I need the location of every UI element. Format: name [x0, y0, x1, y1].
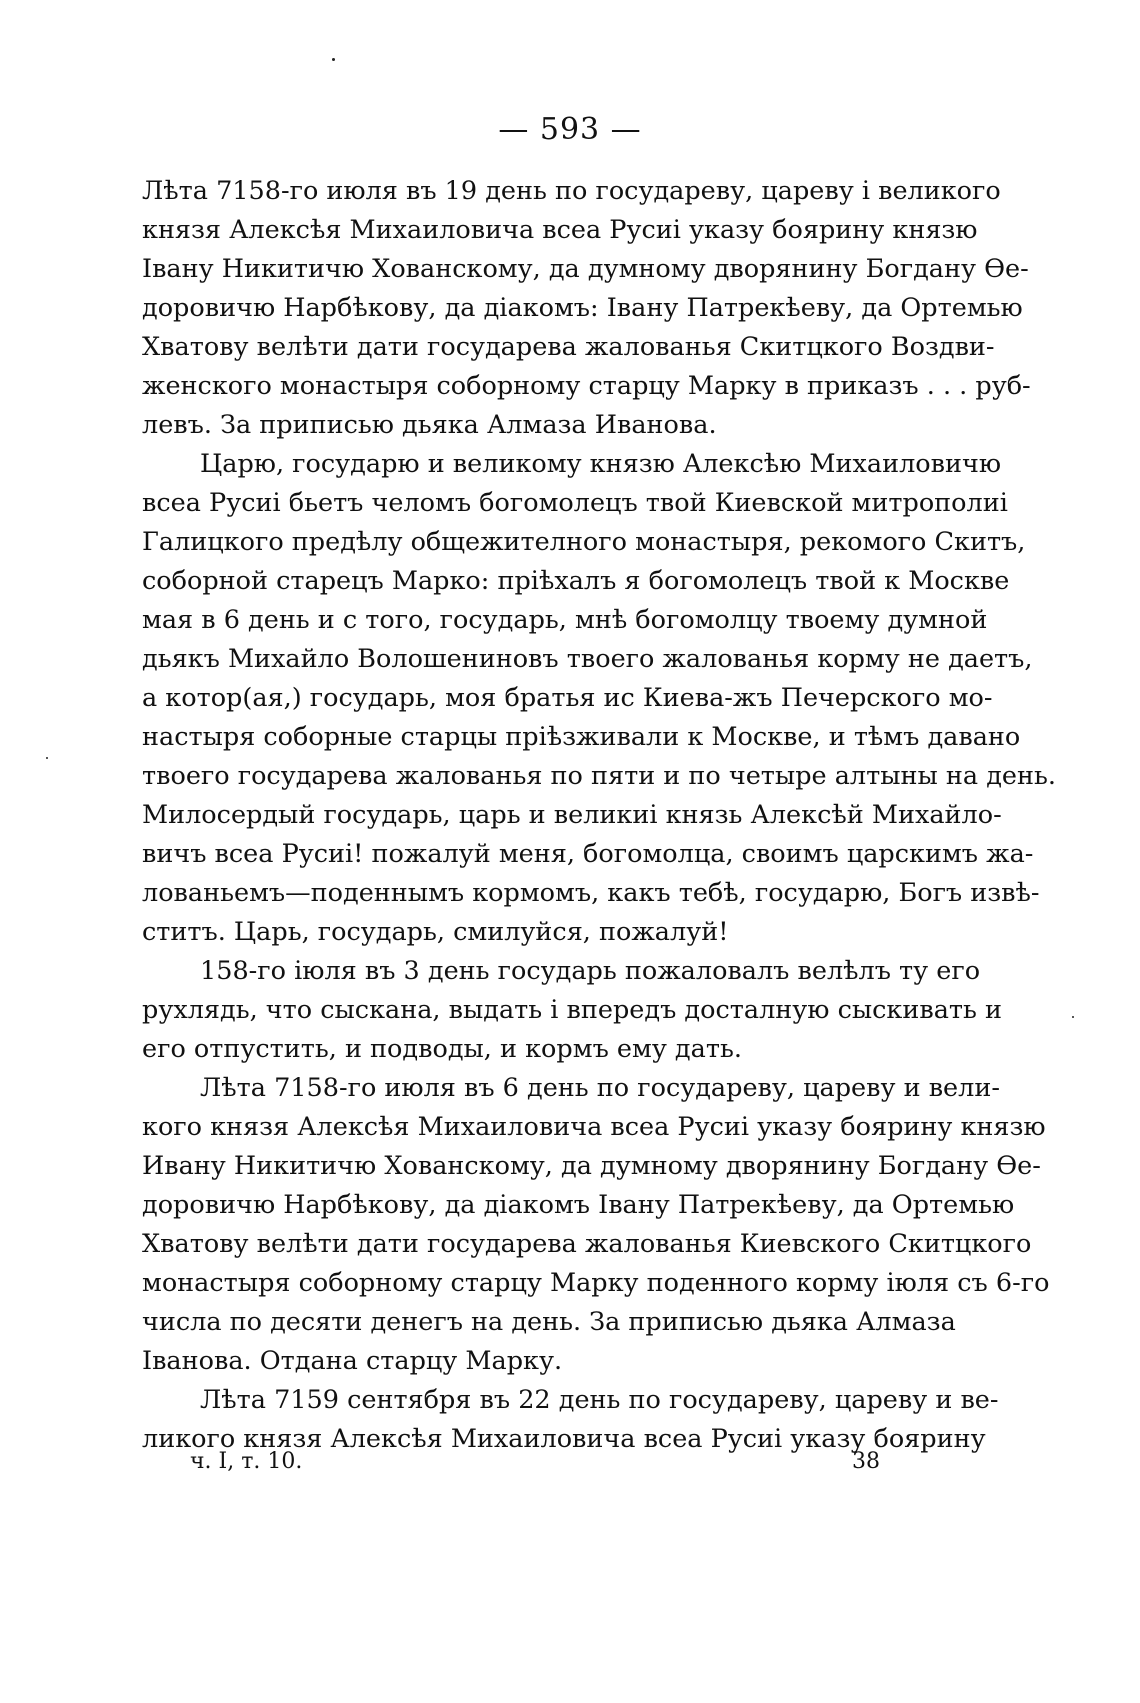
- text-line: числа по десяти денегъ на день. За приписью дьяка Алмаза: [142, 1307, 956, 1337]
- text-line: Царю, государю и великому князю Алексѣю Михаиловичю: [200, 449, 1002, 479]
- paragraph-3: [142, 952, 1003, 1069]
- sheet-number: 38: [852, 1449, 880, 1474]
- paragraph-4: [142, 1069, 1050, 1381]
- ink-speck: [332, 58, 335, 61]
- text-line: вичъ всеа Русиі! пожалуй меня, богомолца, своимъ царскимъ жа-: [142, 839, 1034, 869]
- text-line: доровичю Нарбѣкову, да діакомъ Івану Патрекѣеву, да Ортемью: [142, 1190, 1015, 1220]
- text-line: а котор(ая,) государь, моя братья ис Киева-жъ Печерского мо-: [142, 683, 993, 713]
- text-line: настыря соборные старцы пріѣзживали к Москве, и тѣмъ давано: [142, 722, 1021, 752]
- text-line: левъ. За приписью дьяка Алмаза Иванова.: [142, 410, 717, 440]
- paragraph-1: [142, 172, 1031, 445]
- body-text: [142, 172, 1057, 1459]
- text-line: Галицкого предѣлу общежителного монастыря, рекомого Скитъ,: [142, 527, 1026, 557]
- text-line: ликого князя Алексѣя Михаиловича всеа Русиі указу боярину: [142, 1424, 986, 1454]
- text-line: Лѣта 7158-го июля въ 6 день по государеву, цареву и вели-: [200, 1073, 1000, 1103]
- paragraph-5: [142, 1381, 999, 1459]
- text-line: Хватову велѣти дати государева жалованья Киевского Скитцкого: [142, 1229, 1032, 1259]
- text-line: Лѣта 7159 сентября въ 22 день по государеву, цареву и ве-: [200, 1385, 999, 1415]
- text-line: монастыря соборному старцу Марку поденного корму іюля съ 6-го: [142, 1268, 1050, 1298]
- text-line: рухлядь, что сыскана, выдать і впередъ досталную сыскивать и: [142, 995, 1003, 1025]
- text-line: его отпустить, и подводы, и кормъ ему дать.: [142, 1034, 742, 1064]
- text-line: Ивану Никитичю Хованскому, да думному дворянину Богдану Ѳе-: [142, 1151, 1041, 1181]
- page-footer: [190, 1449, 890, 1483]
- page-number: — 593 —: [498, 112, 642, 147]
- text-line: женского монастыря соборному старцу Марку в приказъ . . . руб-: [142, 371, 1031, 401]
- text-line: лованьемъ—поденнымъ кормомъ, какъ тебѣ, государю, Богъ извѣ-: [142, 878, 1040, 908]
- text-line: соборной старецъ Марко: пріѣхалъ я богомолецъ твой к Москве: [142, 566, 1010, 596]
- text-line: твоего государева жалованья по пяти и по четыре алтыны на день.: [142, 761, 1057, 791]
- ink-speck: [1072, 1016, 1074, 1018]
- text-line: Лѣта 7158-го июля въ 19 день по государеву, цареву і великого: [142, 176, 1001, 206]
- text-line: Івану Никитичю Хованскому, да думному дворянину Богдану Ѳе-: [142, 254, 1029, 284]
- text-line: всеа Русиі бьетъ челомъ богомолецъ твой Киевской митрополиі: [142, 488, 1008, 518]
- text-line: доровичю Нарбѣкову, да діакомъ: Івану Патрекѣеву, да Ортемью: [142, 293, 1023, 323]
- text-line: мая в 6 день и с того, государь, мнѣ богомолцу твоему думной: [142, 605, 988, 635]
- text-line: кого князя Алексѣя Михаиловича всеа Русиі указу боярину князю: [142, 1112, 1046, 1142]
- text-line: ститъ. Царь, государь, смилуйся, пожалуй!: [142, 917, 729, 947]
- paragraph-2: [142, 445, 1057, 952]
- text-line: Хватову велѣти дати государева жалованья Скитцкого Воздви-: [142, 332, 995, 362]
- text-line: дьякъ Михайло Волошениновъ твоего жалованья корму не даетъ,: [142, 644, 1033, 674]
- text-line: Милосердый государь, царь и великиі князь Алексѣй Михайло-: [142, 800, 1002, 830]
- text-line: Іванова. Отдана старцу Марку.: [142, 1346, 563, 1376]
- volume-signature: ч. I, т. 10.: [190, 1449, 303, 1474]
- ink-speck: [46, 757, 48, 759]
- text-line: князя Алексѣя Михаиловича всеа Русиі указу боярину князю: [142, 215, 978, 245]
- text-line: 158-го іюля въ 3 день государь пожаловалъ велѣлъ ту его: [200, 956, 981, 986]
